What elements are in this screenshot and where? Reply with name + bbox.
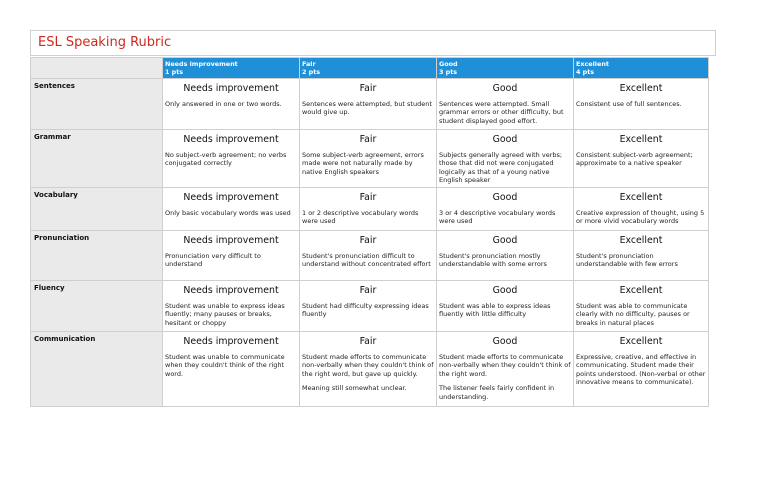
criterion-name: Communication	[31, 332, 163, 407]
rubric-title-box	[30, 30, 716, 56]
level-header-excellent	[574, 58, 709, 79]
cell-title: Excellent	[619, 235, 663, 246]
cell-description: Expressive, creative, and effective in communicating. Student made their points understood. (Non-verbal or other innovative means to communicate).	[576, 353, 706, 387]
cell-title: Excellent	[619, 134, 663, 145]
level-points: 3 pts	[439, 68, 458, 76]
rubric-cell	[300, 332, 437, 407]
criterion-row-grammar	[31, 130, 709, 188]
cell-title: Needs improvement	[183, 235, 279, 246]
cell-description: Student made efforts to communicate non-verbally when they couldn't think of the right word.	[439, 353, 571, 378]
cell-description: Pronunciation very difficult to understand	[165, 252, 261, 269]
cell-description: Student had difficulty expressing ideas fluently	[302, 302, 429, 319]
rubric-cell	[574, 188, 709, 231]
cell-title: Good	[492, 134, 518, 145]
cell-title: Excellent	[619, 336, 663, 347]
rubric-cell	[437, 231, 574, 281]
cell-title: Needs improvement	[183, 192, 279, 203]
criterion-row-sentences	[31, 79, 709, 130]
cell-note: Meaning still somewhat unclear.	[302, 384, 407, 393]
cell-title: Fair	[359, 285, 377, 296]
criterion-row-fluency	[31, 281, 709, 332]
level-header-fair	[300, 58, 437, 79]
cell-description: Student's pronunciation understandable with few errors	[576, 252, 678, 269]
cell-description: Subjects generally agreed with verbs; those that did not were conjugated logically as that of a young native English speaker	[439, 151, 563, 185]
cell-title: Fair	[359, 134, 377, 145]
criterion-name: Vocabulary	[31, 188, 163, 231]
cell-description: Student was able to communicate clearly with no difficulty, pauses or breaks in natural places	[576, 302, 690, 327]
rubric-cell	[300, 130, 437, 188]
cell-title: Needs improvement	[183, 134, 279, 145]
cell-description: Only answered in one or two words.	[165, 100, 282, 108]
criterion-name: Pronunciation	[31, 231, 163, 281]
level-header-good	[437, 58, 574, 79]
cell-description: Only basic vocabulary words was used	[165, 209, 291, 217]
cell-title: Fair	[359, 83, 377, 94]
cell-title: Good	[492, 285, 518, 296]
rubric-cell	[574, 231, 709, 281]
cell-title: Excellent	[619, 83, 663, 94]
criterion-name: Grammar	[31, 130, 163, 188]
cell-description: 3 or 4 descriptive vocabulary words were used	[439, 209, 556, 226]
level-points: 1 pts	[165, 68, 184, 76]
cell-title: Good	[492, 336, 518, 347]
cell-title: Needs improvement	[183, 83, 279, 94]
level-points: 4 pts	[576, 68, 595, 76]
cell-title: Fair	[359, 235, 377, 246]
level-header-needs-improvement	[163, 58, 300, 79]
cell-description: Student's pronunciation mostly understandable with some errors	[439, 252, 547, 269]
criterion-name: Sentences	[31, 79, 163, 130]
rubric-cell	[437, 130, 574, 188]
level-name: Good	[439, 60, 458, 68]
cell-title: Good	[492, 235, 518, 246]
cell-description: Student made efforts to communicate non-verbally when they couldn't think of the right word, but gave up quickly.	[302, 353, 434, 378]
cell-title: Good	[492, 192, 518, 203]
rubric-cell	[574, 130, 709, 188]
level-name: Excellent	[576, 60, 609, 68]
header-corner-cell	[31, 58, 163, 79]
rubric-cell	[300, 281, 437, 332]
criterion-row-vocabulary	[31, 188, 709, 231]
rubric-cell	[163, 281, 300, 332]
cell-description: Sentences were attempted, but student would give up.	[302, 100, 432, 117]
rubric-cell	[163, 231, 300, 281]
cell-description: Student was unable to communicate when they couldn't think of the right word.	[165, 353, 285, 378]
cell-description: Student was able to express ideas fluently with little difficulty	[439, 302, 551, 319]
cell-description: Some subject-verb agreement, errors made were not naturally made by native English speakers	[302, 151, 424, 176]
rubric-cell	[163, 130, 300, 188]
rubric-cell	[300, 188, 437, 231]
level-points: 2 pts	[302, 68, 321, 76]
cell-title: Fair	[359, 336, 377, 347]
cell-title: Good	[492, 83, 518, 94]
cell-title: Excellent	[619, 192, 663, 203]
cell-description: Consistent use of full sentences.	[576, 100, 682, 108]
cell-note: The listener feels fairly confident in understanding.	[439, 384, 555, 401]
rubric-cell	[300, 79, 437, 130]
cell-title: Excellent	[619, 285, 663, 296]
rubric-header-row	[31, 58, 709, 79]
criterion-name: Fluency	[31, 281, 163, 332]
cell-description: 1 or 2 descriptive vocabulary words were used	[302, 209, 419, 226]
rubric-cell	[574, 332, 709, 407]
rubric-cell	[437, 188, 574, 231]
rubric-cell	[437, 79, 574, 130]
criterion-row-pronunciation	[31, 231, 709, 281]
cell-description: Creative expression of thought, using 5 or more vivid vocabulary words	[576, 209, 705, 226]
cell-title: Needs improvement	[183, 336, 279, 347]
cell-title: Needs improvement	[183, 285, 279, 296]
cell-title: Fair	[359, 192, 377, 203]
rubric-cell	[163, 188, 300, 231]
level-name: Fair	[302, 60, 316, 68]
rubric-cell	[163, 332, 300, 407]
cell-description: Student was unable to express ideas fluently; many pauses or breaks, hesitant or choppy	[165, 302, 285, 327]
cell-description: No subject-verb agreement; no verbs conjugated correctly	[165, 151, 287, 168]
rubric-table	[30, 57, 709, 407]
rubric-cell	[300, 231, 437, 281]
rubric-cell	[437, 281, 574, 332]
rubric-title: ESL Speaking Rubric	[38, 35, 172, 50]
level-name: Needs improvement	[165, 60, 238, 68]
cell-description: Student's pronunciation difficult to understand without concentrated effort	[302, 252, 431, 269]
cell-description: Sentences were attempted. Small grammar errors or other difficulty, but student displayed good effort.	[439, 100, 564, 125]
criterion-row-communication	[31, 332, 709, 407]
rubric-cell	[574, 281, 709, 332]
rubric-cell	[163, 79, 300, 130]
rubric-cell	[437, 332, 574, 407]
cell-description: Consistent subject-verb agreement; approximate to a native speaker	[576, 151, 693, 168]
rubric-cell	[574, 79, 709, 130]
